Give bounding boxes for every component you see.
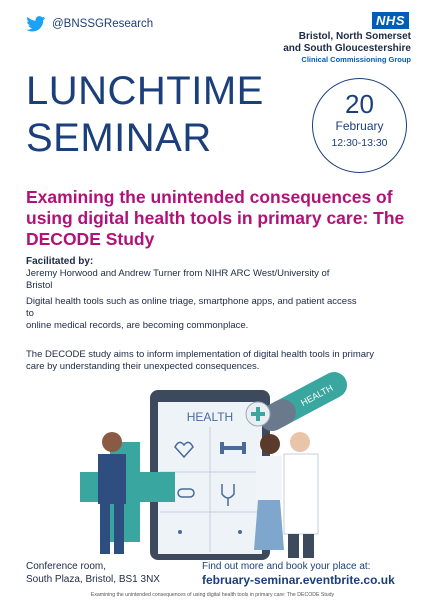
organisation-name	[283, 31, 411, 65]
venue-line-1: Conference room,	[26, 561, 107, 572]
org-line-3: Clinical Commissioning Group	[301, 55, 411, 64]
footer-caption: Examining the unintended consequences of using digital health tools in primary care: The DECODE Study	[90, 592, 335, 598]
dumbbell-icon	[222, 446, 244, 450]
date-circle	[312, 78, 407, 173]
date-time: 12:30-13:30	[331, 137, 388, 149]
org-line-1: Bristol, North Somerset	[298, 31, 411, 42]
twitter-handle-text[interactable]: @BNSSGResearch	[52, 18, 154, 30]
title-line-1: LUNCHTIME	[26, 69, 264, 113]
person-doctor	[284, 432, 318, 558]
digital-health-illustration	[0, 372, 425, 562]
nhs-logo: NHS	[372, 12, 409, 29]
title-line-2: SEMINAR	[26, 116, 212, 160]
tablet-label: HEALTH	[186, 410, 234, 424]
dots-icon-2	[238, 530, 242, 534]
intro-paragraph-line-b: online medical records, are becoming commonplace.	[26, 320, 249, 331]
facilitator-names: Jeremy Horwood and Andrew Turner from NIHR ARC West/University of Bristol	[26, 268, 330, 291]
seminar-headline: Examining the unintended consequences of using digital health tools in primary care: The DECODE Study	[26, 187, 405, 249]
facilitated-label: Facilitated by:	[26, 256, 94, 267]
venue-address	[26, 560, 160, 586]
study-aim-paragraph: The DECODE study aims to inform implementation of digital health tools in primary care by understanding their unexpected consequences.	[26, 349, 374, 372]
dots-icon-1	[178, 530, 182, 534]
seminar-title	[26, 68, 264, 162]
capsule-label: HEALTH	[299, 382, 335, 408]
intro-paragraph-line-a: Digital health tools such as online triage, smartphone apps, and patient access to	[26, 296, 357, 319]
date-day: 20	[345, 89, 374, 119]
date-month: February	[335, 119, 384, 133]
intro-paragraph	[26, 296, 366, 332]
medical-cross-horizontal	[80, 472, 175, 502]
twitter-handle-block	[26, 16, 153, 32]
booking-url-link[interactable]: february-seminar.eventbrite.co.uk	[202, 573, 395, 587]
booking-info	[202, 560, 395, 587]
org-line-2: and South Gloucestershire	[283, 43, 411, 54]
booking-prompt: Find out more and book your place at:	[202, 561, 371, 572]
venue-line-2: South Plaza, Bristol, BS1 3NX	[26, 574, 160, 585]
twitter-bird-icon	[26, 16, 46, 32]
